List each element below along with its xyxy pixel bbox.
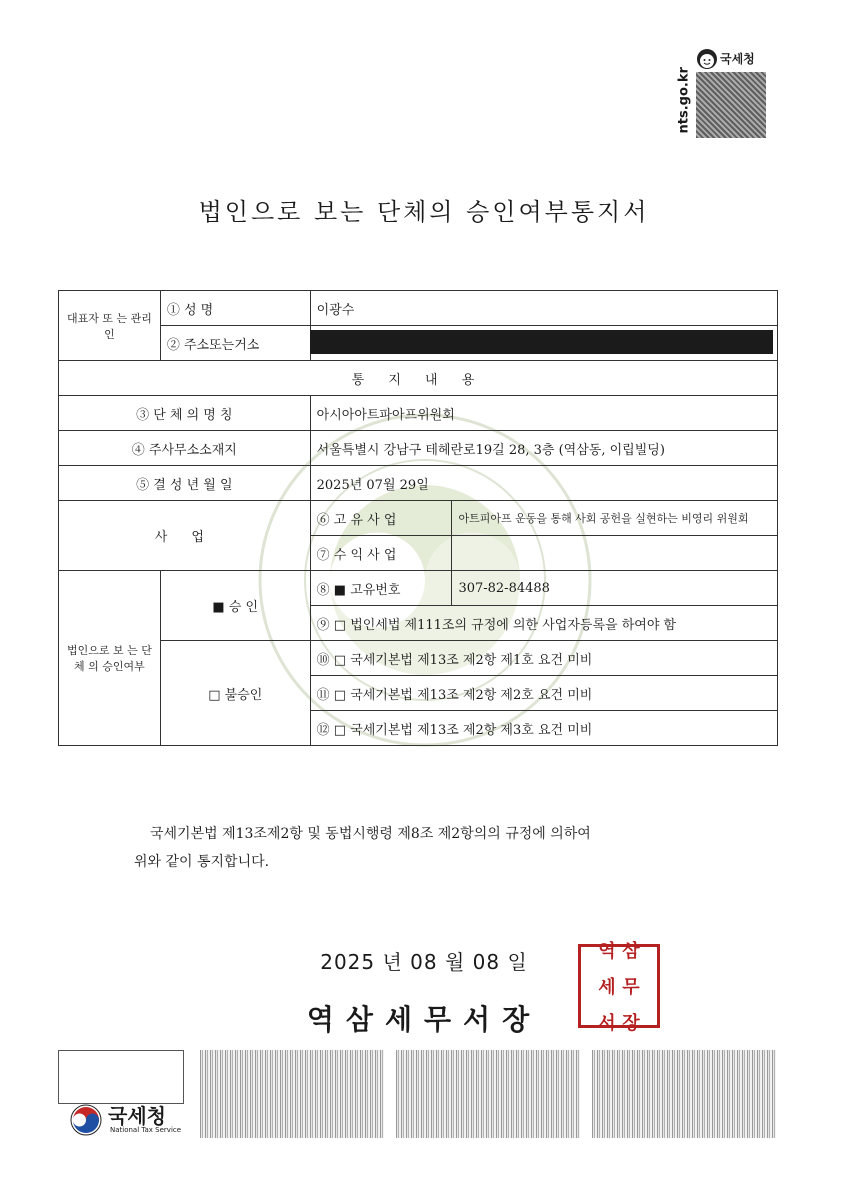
nts-url-text: nts.go.kr — [676, 67, 692, 134]
own-business-label: ⑥ 고 유 사 업 — [310, 501, 452, 536]
row9-text: ⑨ □ 법인세법 제111조의 규정에 의한 사업자등록을 하여야 함 — [310, 606, 777, 641]
badge-title: 국세청 — [720, 52, 755, 66]
nts-mascot-icon — [696, 48, 718, 70]
row-8 — [59, 571, 778, 606]
row-section-header — [59, 361, 778, 396]
footer-logo-name: 국세청 — [108, 1104, 166, 1128]
office-label: ④ 주사무소소재지 — [59, 431, 311, 466]
nts-badge — [676, 46, 768, 138]
own-business-value: 아트피아프 운동을 통해 사회 공헌을 실현하는 비영리 위원회 — [452, 501, 778, 536]
representative-group-label: 대표자 또 는 관리인 — [59, 291, 161, 361]
barcode-3 — [592, 1050, 776, 1138]
statement-line-1: 국세기본법 제13조제2항 및 동법시행령 제8조 제2항의의 규정에 의하여 — [150, 826, 591, 842]
rejected-label: □ 불승인 — [160, 641, 310, 746]
org-name-label: ③ 단 체 의 명 칭 — [59, 396, 311, 431]
nts-logo-icon — [70, 1104, 102, 1136]
barcode-1 — [200, 1050, 384, 1138]
row-10 — [59, 641, 778, 676]
qr-code — [696, 72, 766, 138]
address-label: ② 주소또는거소 — [160, 326, 310, 361]
row8-label: ⑧ ■ 고유번호 — [310, 571, 452, 606]
issuing-office: 역삼세무서장 — [306, 1003, 542, 1036]
document-title: 법인으로 보는 단체의 승인여부통지서 — [198, 198, 650, 226]
row11-text: ⑪ □ 국세기본법 제13조 제2항 제2호 요건 미비 — [310, 676, 777, 711]
name-label: ① 성 명 — [160, 291, 310, 326]
official-seal: 역 삼 세 무 서 장 — [578, 944, 660, 1028]
row-own-business — [59, 501, 778, 536]
blank-box — [58, 1050, 184, 1104]
row-founded — [59, 466, 778, 501]
org-name-value: 아시아아트파아프위원회 — [310, 396, 777, 431]
row-org-name — [59, 396, 778, 431]
row12-text: ⑫ □ 국세기본법 제13조 제2항 제3호 요건 미비 — [310, 711, 777, 746]
approved-label: ■ 승 인 — [160, 571, 310, 641]
founded-value: 2025년 07월 29일 — [310, 466, 777, 501]
founded-label: ⑤ 결 성 년 월 일 — [59, 466, 311, 501]
row8-value: 307-82-84488 — [452, 571, 778, 606]
issue-date: 2025 년 08 월 08 일 — [320, 950, 528, 974]
notice-form-table — [58, 290, 778, 746]
address-redaction-bar — [310, 330, 773, 354]
profit-business-value — [452, 536, 778, 571]
barcode-2 — [396, 1050, 580, 1138]
row-office — [59, 431, 778, 466]
approval-group-label: 법인으로 보 는 단 체 의 승인여부 — [59, 571, 161, 746]
name-value: 이광수 — [310, 291, 777, 326]
footer-logo-subtitle: National Tax Service — [110, 1126, 182, 1134]
statement — [110, 820, 750, 876]
statement-line-2: 위와 같이 통지합니다. — [134, 854, 270, 870]
row-name — [59, 291, 778, 326]
office-value: 서울특별시 강남구 테헤란로19길 28, 3층 (역삼동, 이립빌딩) — [310, 431, 777, 466]
business-label: 사 업 — [59, 501, 311, 571]
profit-business-label: ⑦ 수 익 사 업 — [310, 536, 452, 571]
row10-text: ⑩ □ 국세기본법 제13조 제2항 제1호 요건 미비 — [310, 641, 777, 676]
section-header: 통 지 내 용 — [59, 361, 778, 396]
